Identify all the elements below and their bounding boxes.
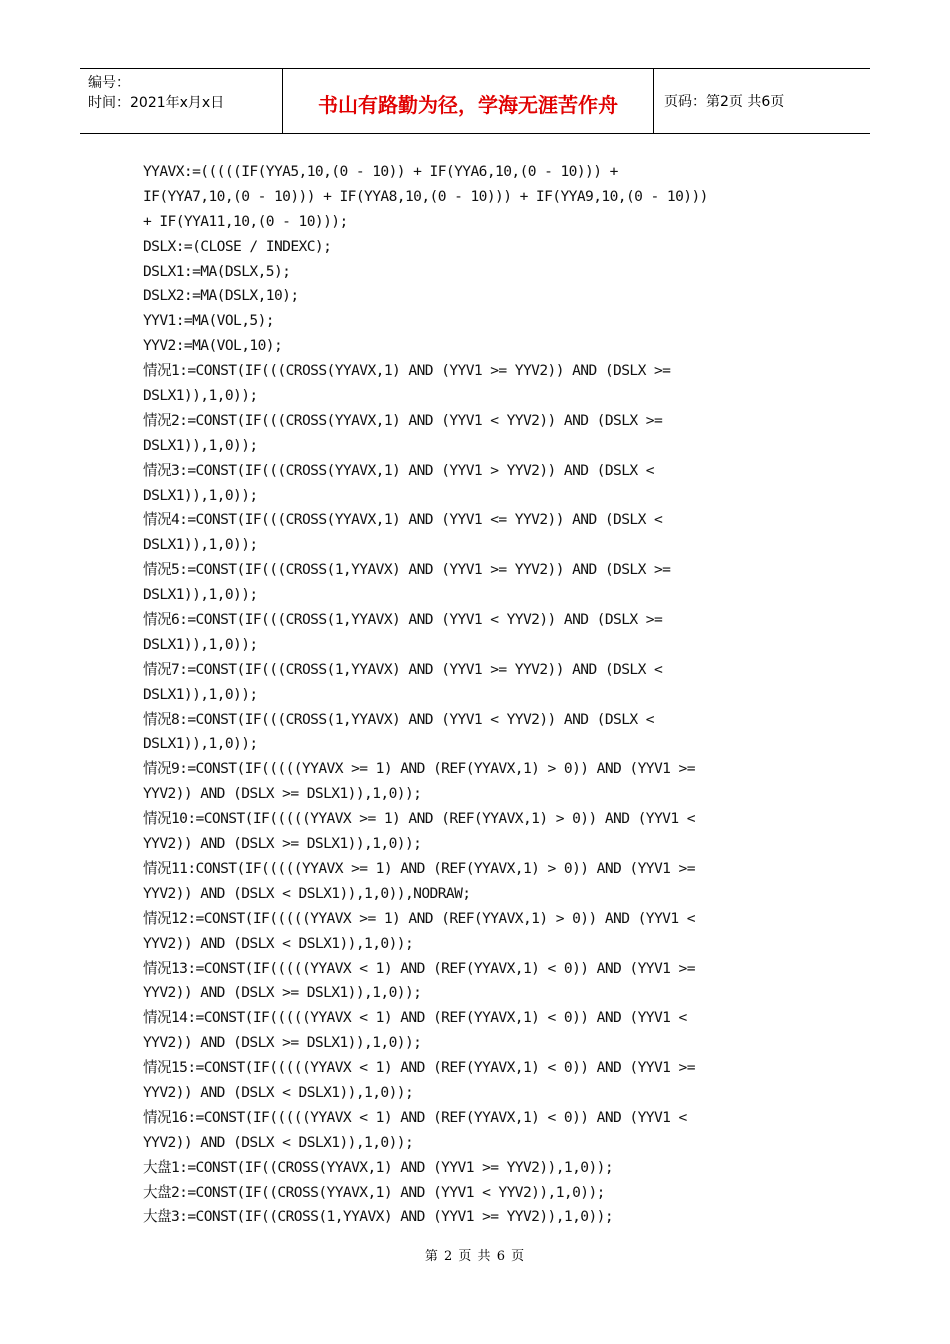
code-line: 大盘1:=CONST(IF((CROSS(YYAVX,1) AND (YYV1 >= YYV2)),1,0)); [143, 1158, 614, 1176]
code-line: YYV2)) AND (DSLX < DSLX1)),1,0)); [143, 934, 414, 952]
header-page-info: 页码：第2页 共6页 [664, 94, 785, 110]
code-line: DSLX1)),1,0)); [143, 486, 258, 504]
code-line: YYV2)) AND (DSLX >= DSLX1)),1,0)); [143, 984, 422, 1002]
code-line: 情况13:=CONST(IF(((((YYAVX < 1) AND (REF(YYAVX,1) < 0)) AND (YYV1 >= [143, 959, 695, 977]
code-line: YYV2)) AND (DSLX < DSLX1)),1,0)); [143, 1133, 414, 1151]
code-line: IF(YYA7,10,(0 - 10))) + IF(YYA8,10,(0 - 10))) + IF(YYA9,10,(0 - 10))) [143, 187, 708, 205]
code-line: YYV2)) AND (DSLX < DSLX1)),1,0)); [143, 1083, 414, 1101]
code-line: 情况14:=CONST(IF(((((YYAVX < 1) AND (REF(YYAVX,1) < 0)) AND (YYV1 < [143, 1009, 687, 1027]
code-line: YYAVX:=(((((IF(YYA5,10,(0 - 10)) + IF(YYA6,10,(0 - 10))) + [143, 163, 618, 180]
code-line: DSLX2:=MA(DSLX,10); [143, 287, 299, 305]
code-line: 情况10:=CONST(IF(((((YYAVX >= 1) AND (REF(YYAVX,1) > 0)) AND (YYV1 < [143, 810, 695, 828]
code-line: DSLX1)),1,0)); [143, 586, 258, 604]
code-line: DSLX1)),1,0)); [143, 387, 258, 405]
code-line: 情况7:=CONST(IF(((CROSS(1,YYAVX) AND (YYV1 >= YYV2)) AND (DSLX < [143, 660, 663, 678]
code-line: 情况16:=CONST(IF(((((YYAVX < 1) AND (REF(YYAVX,1) < 0)) AND (YYV1 < [143, 1108, 687, 1126]
code-line: 情况12:=CONST(IF(((((YYAVX >= 1) AND (REF(YYAVX,1) > 0)) AND (YYV1 < [143, 909, 695, 927]
header-meta [80, 69, 282, 133]
code-line: 大盘2:=CONST(IF((CROSS(YYAVX,1) AND (YYV1 < YYV2)),1,0)); [143, 1183, 605, 1201]
code-line: 情况1:=CONST(IF(((CROSS(YYAVX,1) AND (YYV1 >= YYV2)) AND (DSLX >= [143, 362, 671, 380]
page-header [80, 68, 870, 134]
code-line: YYV2)) AND (DSLX >= DSLX1)),1,0)); [143, 1034, 422, 1052]
document-number-label: 编号： [88, 75, 130, 91]
code-line: DSLX1)),1,0)); [143, 735, 258, 753]
code-line: DSLX1:=MA(DSLX,5); [143, 262, 291, 280]
code-line: 大盘3:=CONST(IF((CROSS(1,YYAVX) AND (YYV1 >= YYV2)),1,0)); [143, 1208, 614, 1226]
code-line: 情况11:CONST(IF(((((YYAVX >= 1) AND (REF(YYAVX,1) > 0)) AND (YYV1 >= [143, 859, 695, 877]
code-line: 情况6:=CONST(IF(((CROSS(1,YYAVX) AND (YYV1 < YYV2)) AND (DSLX >= [143, 611, 663, 629]
formula-code-block [143, 160, 823, 1230]
code-line: DSLX1)),1,0)); [143, 635, 258, 653]
code-line: YYV2:=MA(VOL,10); [143, 337, 283, 355]
code-line: 情况9:=CONST(IF(((((YYAVX >= 1) AND (REF(YYAVX,1) > 0)) AND (YYV1 >= [143, 760, 695, 778]
header-motto: 书山有路勤为径，学海无涯苦作舟 [282, 69, 654, 133]
code-line: 情况3:=CONST(IF(((CROSS(YYAVX,1) AND (YYV1 > YYV2)) AND (DSLX < [143, 461, 654, 479]
code-line: YYV2)) AND (DSLX < DSLX1)),1,0)),NODRAW; [143, 884, 471, 902]
code-line: 情况4:=CONST(IF(((CROSS(YYAVX,1) AND (YYV1 <= YYV2)) AND (DSLX < [143, 511, 663, 529]
code-line: DSLX1)),1,0)); [143, 536, 258, 554]
code-line: 情况5:=CONST(IF(((CROSS(1,YYAVX) AND (YYV1 >= YYV2)) AND (DSLX >= [143, 561, 671, 579]
code-line: 情况8:=CONST(IF(((CROSS(1,YYAVX) AND (YYV1 < YYV2)) AND (DSLX < [143, 710, 654, 728]
code-line: + IF(YYA11,10,(0 - 10))); [143, 212, 348, 230]
code-line: YYV2)) AND (DSLX >= DSLX1)),1,0)); [143, 835, 422, 853]
code-line: YYV1:=MA(VOL,5); [143, 312, 274, 330]
code-line: YYV2)) AND (DSLX >= DSLX1)),1,0)); [143, 785, 422, 803]
code-line: DSLX1)),1,0)); [143, 436, 258, 454]
code-line: 情况15:=CONST(IF(((((YYAVX < 1) AND (REF(YYAVX,1) < 0)) AND (YYV1 >= [143, 1059, 695, 1077]
document-time-label: 时间：2021年x月x日 [88, 95, 225, 111]
code-line: 情况2:=CONST(IF(((CROSS(YYAVX,1) AND (YYV1 < YYV2)) AND (DSLX >= [143, 411, 663, 429]
page-footer: 第 2 页 共 6 页 [424, 1249, 526, 1264]
code-line: DSLX1)),1,0)); [143, 685, 258, 703]
code-line: DSLX:=(CLOSE / INDEXC); [143, 237, 332, 255]
